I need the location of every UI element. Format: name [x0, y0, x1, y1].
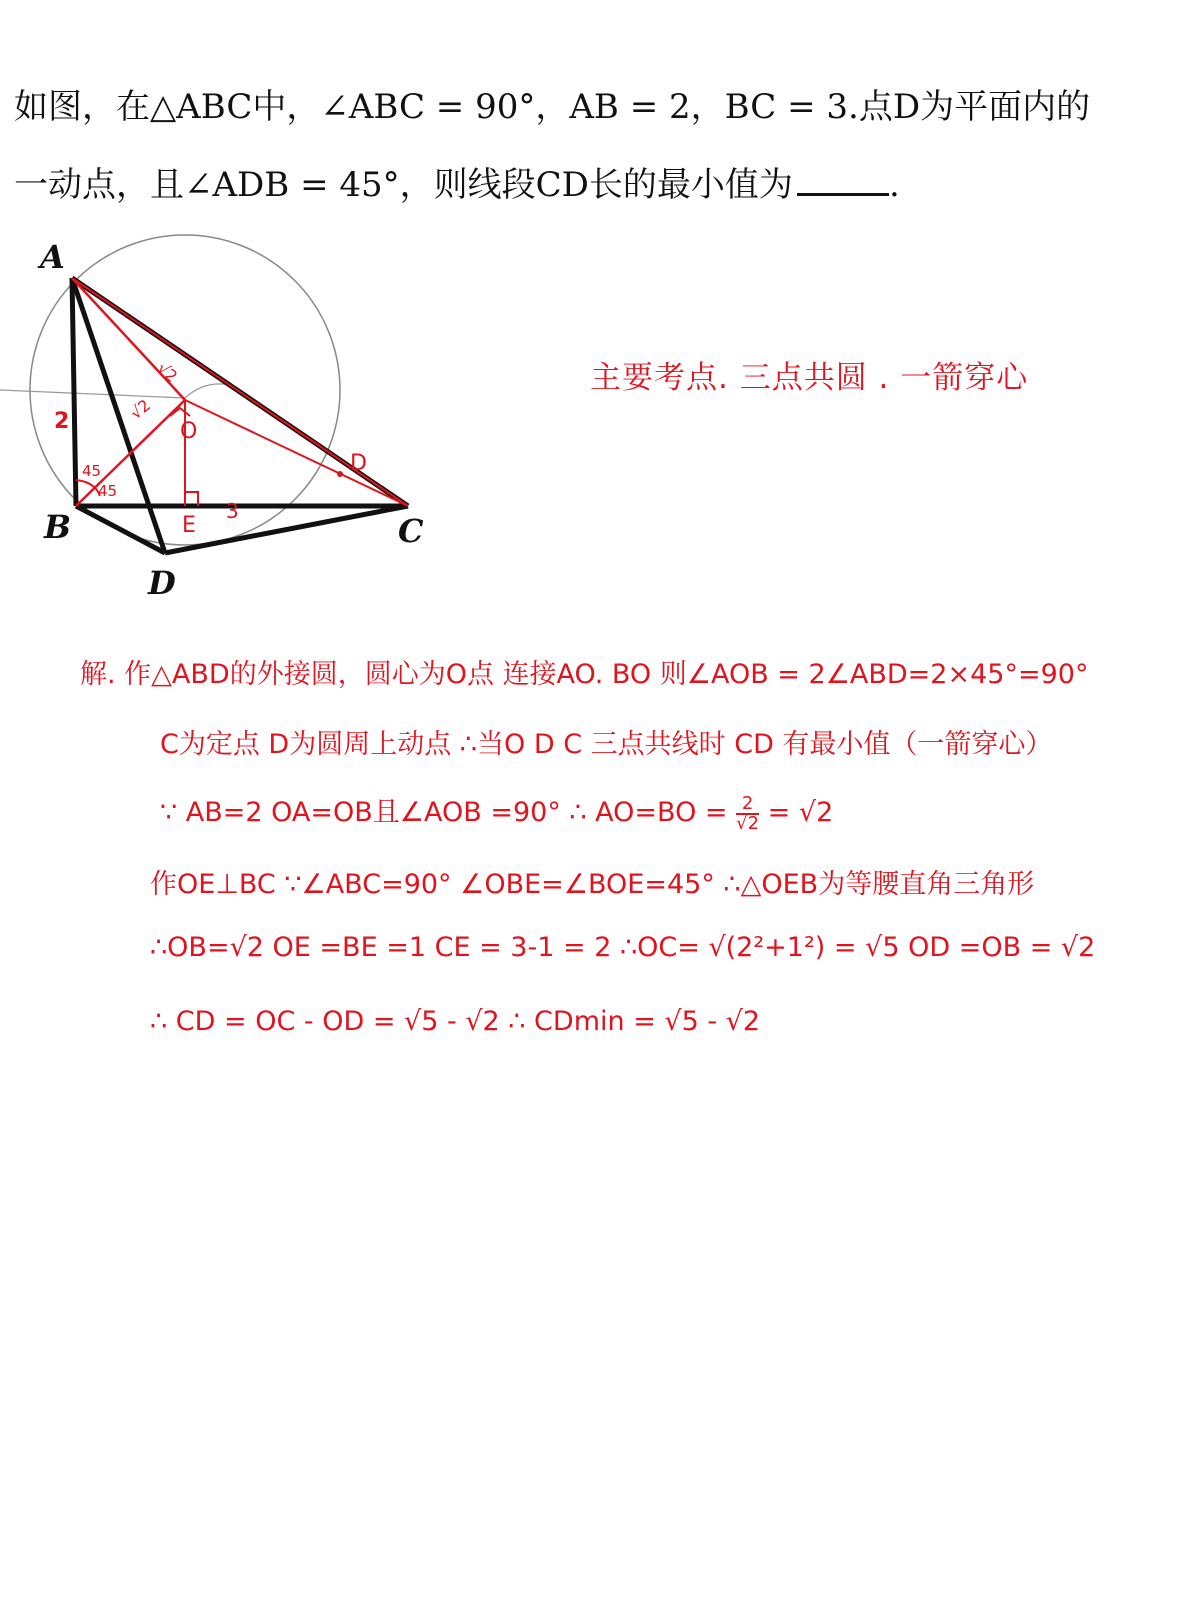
solution-line-4: 作OE⊥BC ∵∠ABC=90° ∠OBE=∠BOE=45° ∴△OEB为等腰直角三角形	[150, 869, 1035, 900]
problem-line-2	[14, 146, 1164, 224]
segment-AB	[72, 278, 76, 506]
label-O: O	[180, 419, 198, 444]
problem-line-1: 如图，在△ABC中，∠ABC = 90°，AB = 2，BC = 3.点D为平面内的	[14, 87, 1091, 127]
label-D-red: D	[350, 451, 367, 476]
label-OA-length: √2	[153, 358, 182, 387]
fraction-numerator: 2	[736, 795, 759, 815]
fraction-denominator: √2	[736, 812, 760, 834]
solution-line-3-text: ∵ AB=2 OA=OB且∠AOB =90° ∴ AO=BO =	[160, 797, 728, 828]
solution-line-3	[160, 790, 833, 833]
label-AB-length: 2	[54, 409, 70, 434]
key-points-note: 主要考点. 三点共圆 . 一箭穿心	[590, 360, 1029, 396]
solution-line-3-end: = √2	[767, 797, 834, 828]
label-E: E	[182, 513, 196, 538]
label-B: B	[44, 508, 72, 546]
label-BC-mark: 3	[226, 499, 239, 523]
solution-line-6: ∴ CD = OC - OD = √5 - √2 ∴ CDmin = √5 - √2	[150, 1006, 761, 1037]
problem-statement	[14, 68, 1164, 224]
label-OB-length: √2	[126, 395, 155, 424]
label-angle-45-bottom: 45	[98, 482, 118, 500]
geometry-figure	[0, 230, 460, 610]
point-D-red	[337, 471, 343, 477]
solution-line-1: 解. 作△ABD的外接圆，圆心为O点 连接AO. BO 则∠AOB = 2∠ABD=2×45°=90°	[80, 659, 1089, 690]
label-C: C	[398, 512, 424, 550]
construction-line	[0, 384, 230, 398]
segment-BO	[76, 400, 185, 506]
problem-line-2-text: 一动点，且∠ADB = 45°，则线段CD长的最小值为	[14, 165, 793, 205]
segment-OC2	[185, 400, 408, 506]
label-angle-45-top: 45	[82, 462, 102, 480]
problem-line-2-end: .	[888, 165, 900, 205]
solution-line-5: ∴OB=√2 OE =BE =1 CE = 3-1 = 2 ∴OC= √(2²+1²) = √5 OD =OB = √2	[150, 932, 1096, 963]
solution-line-2: C为定点 D为圆周上动点 ∴当O D C 三点共线时 CD 有最小值（一箭穿心）	[160, 729, 1053, 760]
segment-DC	[165, 506, 408, 553]
label-A: A	[40, 238, 65, 276]
fraction	[736, 792, 760, 834]
answer-blank	[797, 163, 889, 196]
label-D-bottom: D	[148, 564, 176, 602]
